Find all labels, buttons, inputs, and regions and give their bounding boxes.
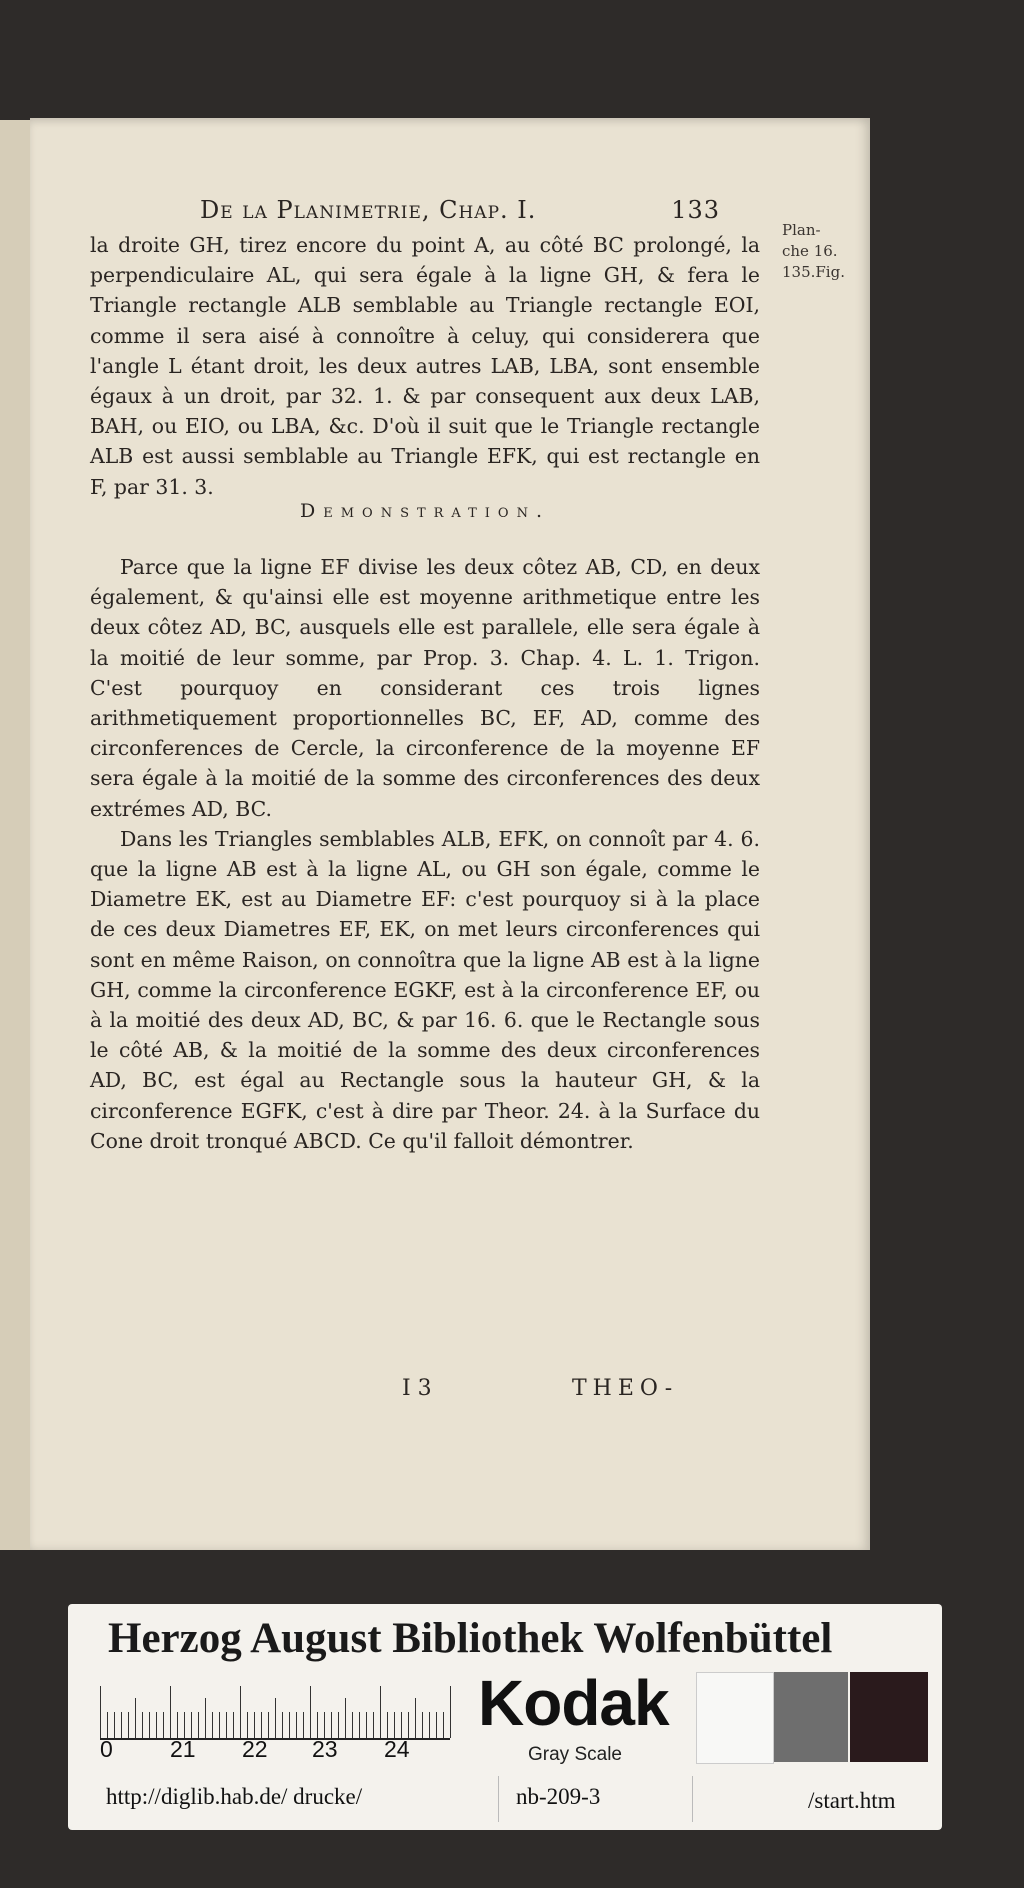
ruler-tick <box>415 1698 416 1738</box>
ruler-tick <box>422 1712 423 1738</box>
scan-target-card <box>68 1604 942 1830</box>
ruler-tick <box>219 1712 220 1738</box>
ruler-tick <box>310 1686 311 1738</box>
ruler-tick <box>408 1712 409 1738</box>
ruler-tick <box>184 1712 185 1738</box>
url-right: /start.htm <box>808 1788 896 1813</box>
text-block-1 <box>90 230 760 502</box>
ruler-tick <box>436 1712 437 1738</box>
previous-page-edge <box>0 120 32 1550</box>
margin-note <box>782 220 864 283</box>
margin-note-line: 135.Fig. <box>782 263 845 281</box>
ruler-tick <box>254 1712 255 1738</box>
paragraph-1: la droite GH, tirez encore du point A, au côté BC prolongé, la perpendiculaire AL, qui sera égale à la ligne GH, & fera le Triangle rectangle ALB semblable au Triangle rectangle EOI, comme il sera aisé à connoître à celuy, qui considerera que l'angle L étant droit, les deux autres LAB, LBA, sont ensemble égaux à un droit, par 32. 1. & par consequent aux deux LAB, BAH, ou EIO, ou LBA, &c. D'où il suit que le Triangle rectangle ALB est aussi semblable au Triangle EFK, qui est rectangle en F, par 31. 3. <box>90 233 760 499</box>
ruler-tick <box>401 1712 402 1738</box>
paragraph-3: Dans les Triangles semblables ALB, EFK, on connoît par 4. 6. que la ligne AB est à la ligne AL, ou GH son égale, comme le Diametre EK, est au Diametre EF: c'est pourquoy si à la place de ces deux Diametres EF, EK, on met leurs circonferences qui sont en même Raison, on connoîtra que la ligne AB est à la ligne GH, comme la circonference EGKF, est à la circonference EF, ou à la moitié des deux AD, BC, & par 16. 6. que le Rectangle sous le côté AB, & la moitié de la somme des deux circonferences AD, BC, est égal au Rectangle sous la hauteur GH, & la circonference EGFK, c'est à dire par Theor. 24. à la Surface du Cone droit tronqué ABCD. Ce qu'il falloit démontrer. <box>90 826 760 1153</box>
ruler-tick <box>394 1712 395 1738</box>
ruler-label: 24 <box>384 1736 410 1762</box>
signature-mark: I 3 <box>402 1376 432 1401</box>
ruler-tick <box>303 1712 304 1738</box>
ruler-tick <box>443 1712 444 1738</box>
separator <box>692 1776 693 1822</box>
ruler-label: 21 <box>170 1736 196 1762</box>
ruler-tick <box>268 1712 269 1738</box>
kodak-logo: Kodak <box>478 1667 669 1739</box>
ruler-tick <box>247 1712 248 1738</box>
page-number: 133 <box>671 196 720 224</box>
ruler-labels <box>100 1736 450 1766</box>
ruler-tick <box>331 1712 332 1738</box>
margin-note-line: Plan- <box>782 221 821 239</box>
ruler-tick <box>233 1712 234 1738</box>
ruler-tick <box>212 1712 213 1738</box>
ruler-tick <box>170 1686 171 1738</box>
ruler-label: 23 <box>312 1736 338 1762</box>
section-heading: Demonstration. <box>300 500 550 522</box>
ruler-tick <box>275 1698 276 1738</box>
book-page <box>30 118 870 1550</box>
ruler-label: 22 <box>242 1736 268 1762</box>
ruler-tick <box>324 1712 325 1738</box>
shelfmark-code: nb-209-3 <box>516 1784 601 1809</box>
ruler-tick <box>380 1686 381 1738</box>
separator <box>498 1776 499 1822</box>
ruler-tick <box>261 1712 262 1738</box>
margin-note-line: che 16. <box>782 242 838 260</box>
swatch-black <box>850 1672 928 1762</box>
ruler-tick <box>100 1686 101 1738</box>
catchword: THEO- <box>572 1376 679 1401</box>
ruler-tick <box>289 1712 290 1738</box>
paragraph-2: Parce que la ligne EF divise les deux côtez AB, CD, en deux également, & qu'ainsi elle est moyenne arithmetique entre les deux côtez AD, BC, ausquels elle est parallele, elle sera égale à la moitié de leur somme, par Prop. 3. Chap. 4. L. 1. Trigon. C'est pourquoy en considerant ces trois lignes arithmetiquement proportionnelles BC, EF, AD, comme des circonferences de Cercle, la circonference de la moyenne EF sera égale à la moitié de la somme des circonferences des deux extrémes AD, BC. <box>90 555 760 821</box>
text-block-2 <box>90 552 760 1156</box>
ruler-tick <box>177 1712 178 1738</box>
ruler-tick <box>135 1698 136 1738</box>
url-left: http://diglib.hab.de/ drucke/ <box>106 1784 363 1809</box>
ruler-tick <box>142 1712 143 1738</box>
ruler-tick <box>107 1712 108 1738</box>
ruler-tick <box>128 1712 129 1738</box>
ruler-tick <box>114 1712 115 1738</box>
ruler-tick <box>240 1686 241 1738</box>
ruler-tick <box>296 1712 297 1738</box>
ruler-tick <box>282 1712 283 1738</box>
gray-swatches <box>696 1672 928 1762</box>
header-title: De la Planimetrie, Chap. I. <box>200 196 537 224</box>
ruler-tick <box>317 1712 318 1738</box>
ruler-tick <box>191 1712 192 1738</box>
ruler-label: 0 <box>100 1736 113 1762</box>
ruler-tick <box>345 1698 346 1738</box>
ruler-tick <box>338 1712 339 1738</box>
library-name: Herzog August Bibliothek Wolfenbüttel <box>108 1615 833 1662</box>
swatch-white <box>696 1672 774 1764</box>
ruler <box>100 1676 450 1740</box>
ruler-tick <box>429 1712 430 1738</box>
ruler-tick <box>450 1686 451 1738</box>
ruler-tick <box>198 1712 199 1738</box>
running-header <box>200 196 720 230</box>
swatch-gray <box>774 1672 848 1762</box>
ruler-tick <box>121 1712 122 1738</box>
ruler-tick <box>163 1712 164 1738</box>
ruler-tick <box>226 1712 227 1738</box>
ruler-tick <box>387 1712 388 1738</box>
ruler-tick <box>156 1712 157 1738</box>
ruler-tick <box>352 1712 353 1738</box>
ruler-tick <box>366 1712 367 1738</box>
ruler-tick <box>359 1712 360 1738</box>
ruler-tick <box>373 1712 374 1738</box>
ruler-tick <box>205 1698 206 1738</box>
ruler-tick <box>149 1712 150 1738</box>
gray-scale-label: Gray Scale <box>528 1744 622 1765</box>
